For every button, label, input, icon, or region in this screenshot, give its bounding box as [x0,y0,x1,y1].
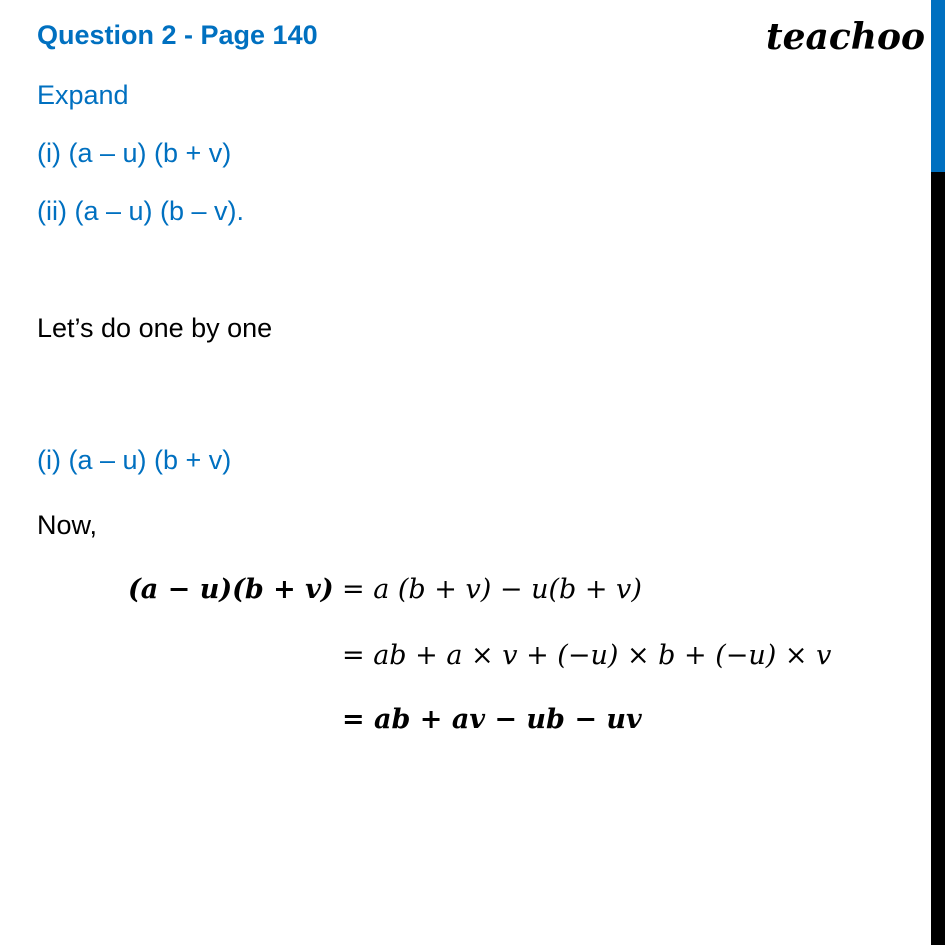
equation-lhs: (a − u)(b + v) [128,574,334,605]
equation-step-1: = a (b + v) − u(b + v) [342,574,642,605]
equation-result: = ab + av − ub − uv [342,704,642,735]
question-title: Question 2 - Page 140 [37,20,318,50]
question-part-1: (i) (a – u) (b + v) [37,138,232,168]
solution-now: Now, [37,510,98,540]
sidebar-accent-bar [931,0,945,172]
question-part-2: (ii) (a – u) (b – v). [37,196,245,226]
question-prompt: Expand [37,80,129,110]
solution-intro: Let’s do one by one [37,313,273,343]
solution-part-heading: (i) (a – u) (b + v) [37,445,232,475]
equation-step-2: = ab + a × v + (−u) × b + (−u) × v [342,640,832,671]
sidebar-dark-bar [931,172,945,945]
teachoo-logo: teachoo [766,16,925,58]
